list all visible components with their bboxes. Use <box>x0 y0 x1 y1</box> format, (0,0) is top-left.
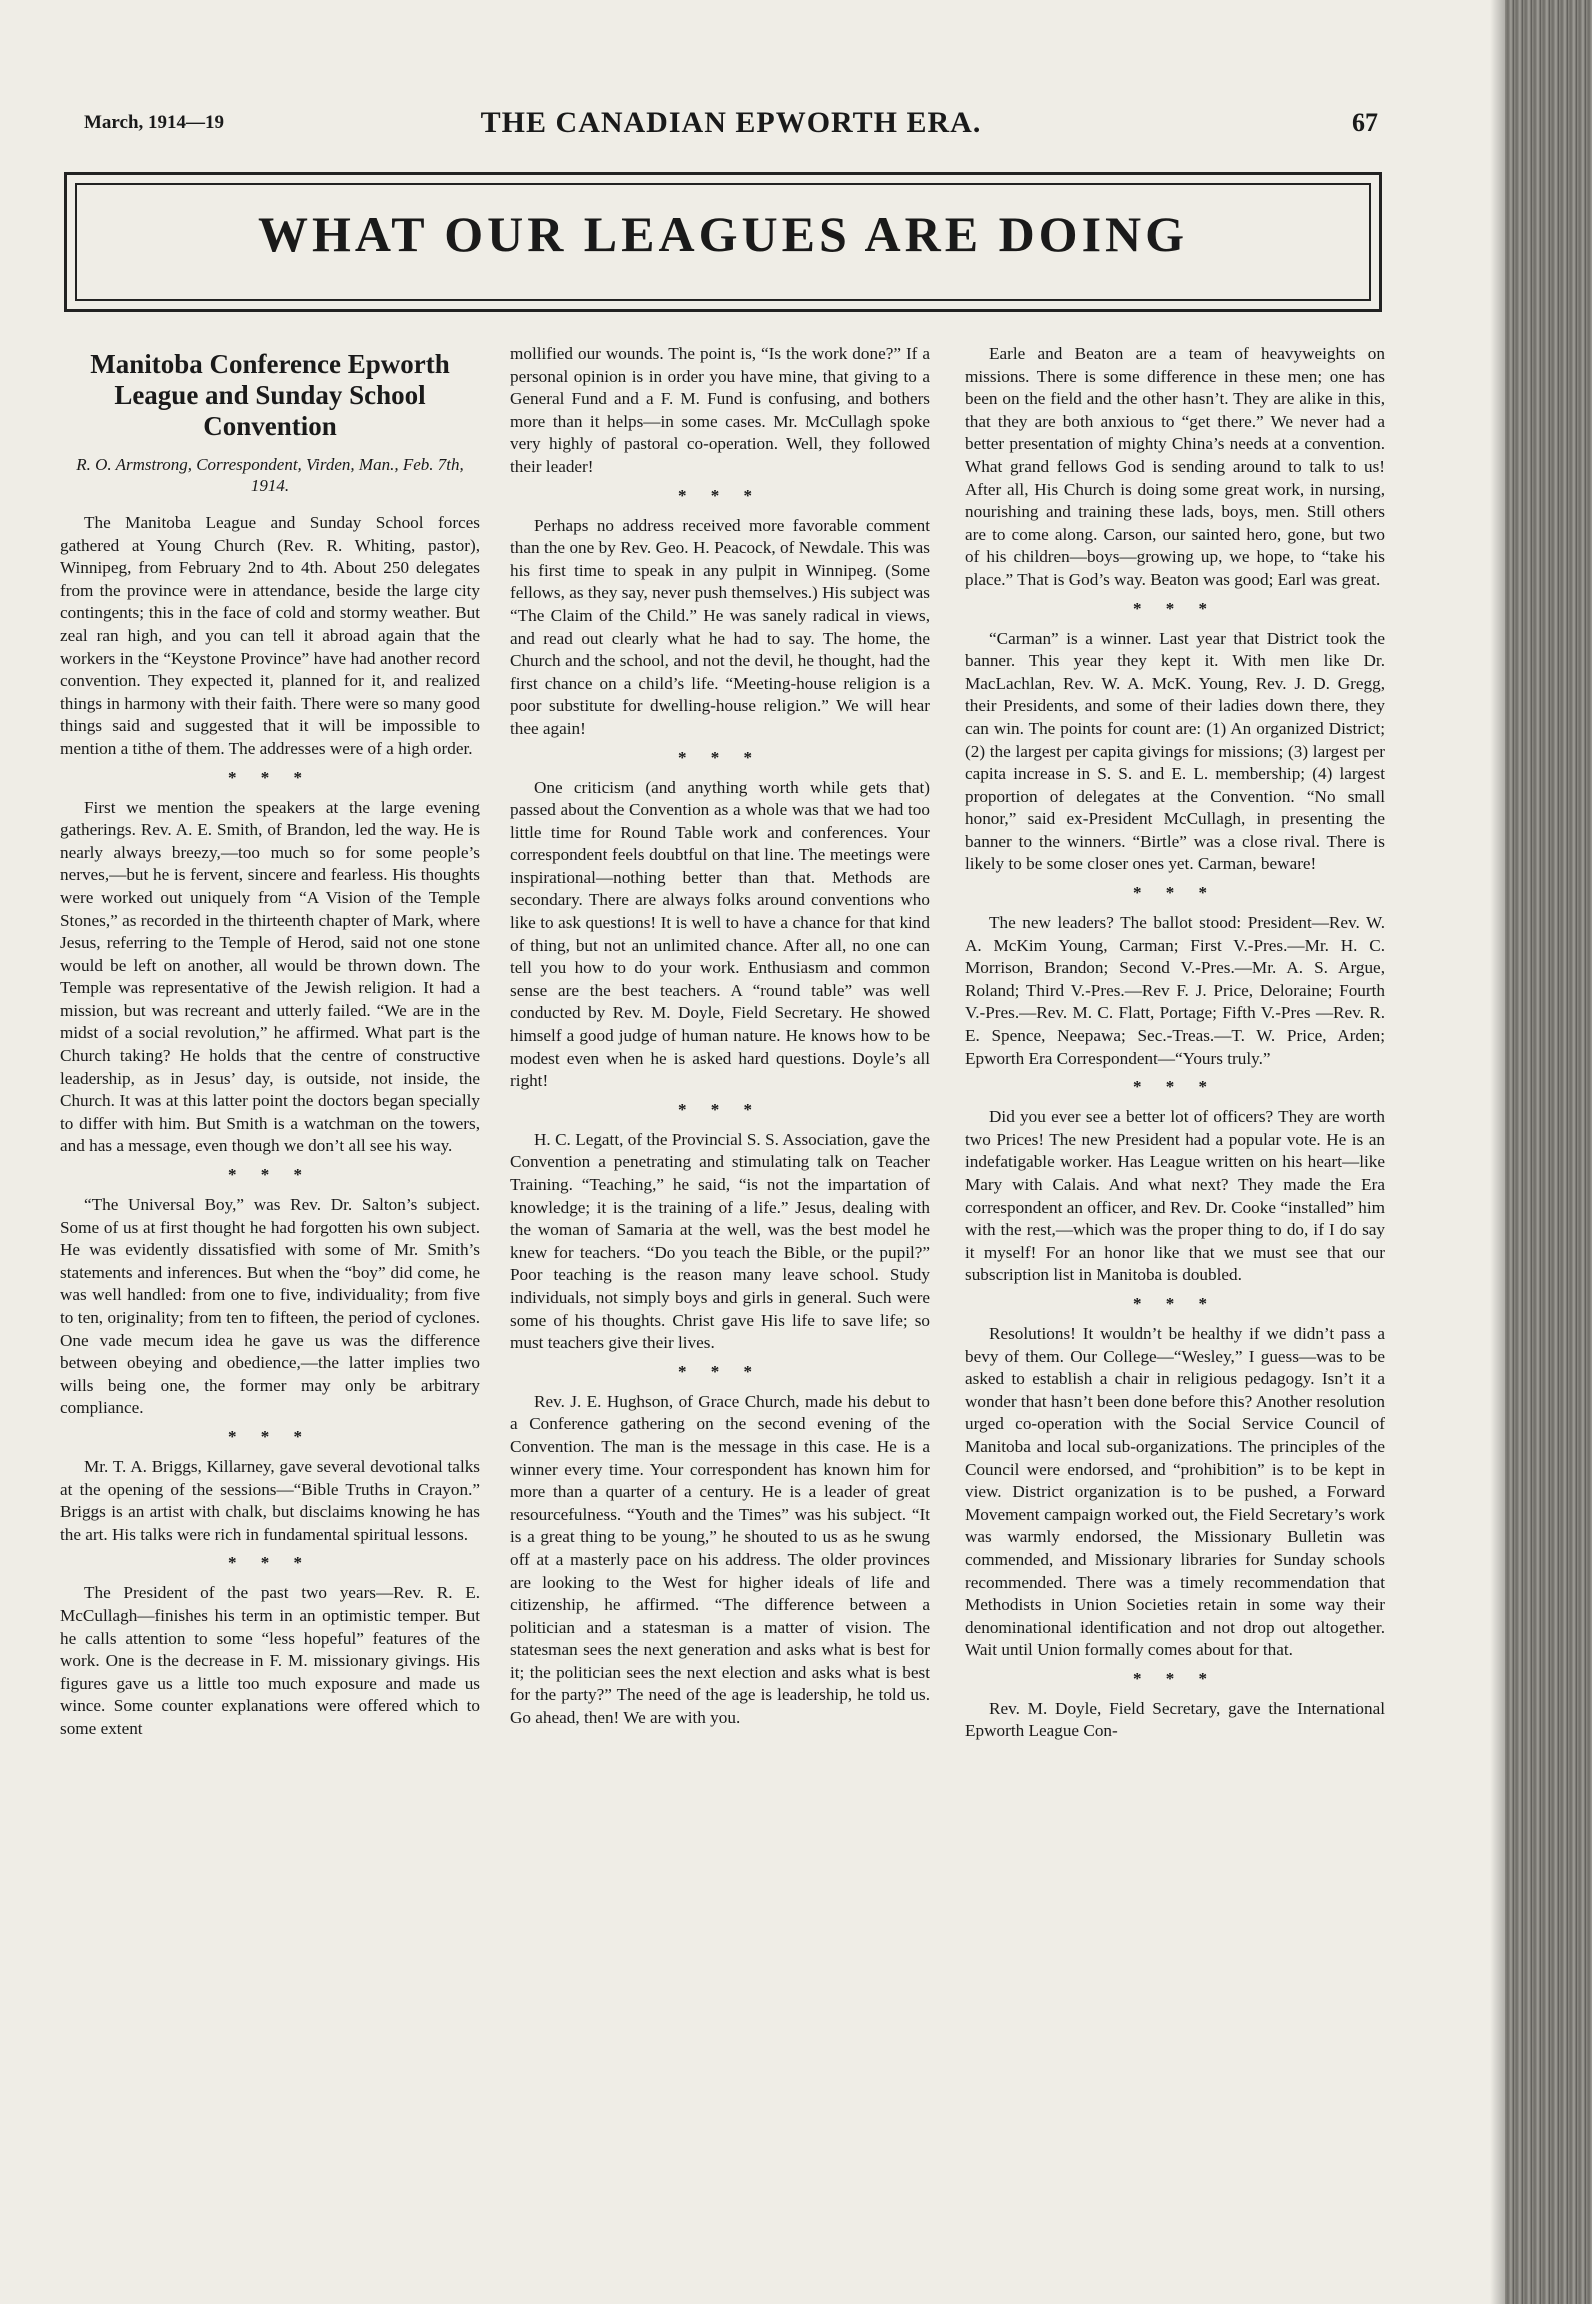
column-3 <box>965 343 1385 2193</box>
article-paragraph: Rev. J. E. Hughson, of Grace Church, made his debut to a Conference gathering on the second evening of the Convention. The man is the message in this case. He is a winner every time. Your correspondent has known him for more than a quarter of a century. He is a leader of great resourcefulness. “Youth and the Times” was his subject. “It is a great thing to be young,” he shouted to us as he swung off at a masterly pace on his address. The older provinces are looking to the West for higher ideals of life and citizenship, he affirmed. “The difference between a politician and a statesman is a matter of vision. The statesman sees the next generation and asks what is best for it; the politician sees the next election and asks what is best for the party?” The need of the age is leadership, he told us. Go ahead, then! We are with you. <box>510 1391 930 1728</box>
article-paragraph: The Manitoba League and Sunday School forces gathered at Young Church (Rev. R. Whiting, pastor), Winnipeg, from February 2nd to 4th. About 250 delegates from the province were in attendance, beside the large city contingents; this in the face of cold and stormy weather. But zeal ran high, and you can tell it abroad again that the workers in the “Keystone Province” have had another record convention. They expected it, planned for it, and realized things in harmony with their faith. There were so many good things said and suggested that it will be impossible to mention a tithe of them. The addresses were of a high order. <box>60 513 480 758</box>
article-paragraph: H. C. Legatt, of the Provincial S. S. Association, gave the Convention a penetrating and stimulating talk on Teacher Training. “Teaching,” he said, “is not the impartation of knowledge; it is the training of a life.” Jesus, dealing with the woman of Samaria at the well, was the best model he knew for teachers. “Do you teach the Bible, or the pupil?” Poor teaching is the reason many leave school. Study individuals, not simply boys and girls in general. Such were some of his thoughts. Christ gave His life to save life; so must teachers give their lives. <box>510 1129 930 1353</box>
article-paragraph: The President of the past two years—Rev. R. E. McCullagh—finishes his term in an optimistic temper. But he calls attention to some “less hopeful” features of the work. One is the decrease in F. M. missionary givings. His figures gave us a little too much exposure and made us wince. Some counter explanations were offered which to some extent <box>60 1583 480 1738</box>
section-separator: * * * <box>1133 1668 1217 1688</box>
article-paragraph: “Carman” is a winner. Last year that District took the banner. This year they kept it. With men like Dr. MacLachlan, Rev. W. A. McK. Young, Rev. J. D. Gregg, their Presidents, and some of their ladies down there, they can win. The points for count are: (1) An organized District; (2) the largest per capita givings for missions; (3) largest per capita increase in S. S. and E. L. membership; (4) largest proportion of delegates at the Convention. “No small honor,” said ex-President McCullagh, in presenting the banner to the winners. “Birtle” was a close rival. There is likely to be some closer ones yet. Carman, beware! <box>965 628 1385 874</box>
article-paragraph: mollified our wounds. The point is, “Is the work done?” If a personal opinion is in order you have mine, that giving to a General Fund and a F. M. Fund is confusing, and bothers more than it helps—in some cases. Mr. McCullagh spoke very highly of pastoral co-operation. Well, they followed their leader! <box>510 344 930 476</box>
section-separator: * * * <box>678 1099 762 1119</box>
article-title: Manitoba Conference Epworth League and Sunday School Convention <box>90 349 450 441</box>
section-separator: * * * <box>1133 1077 1217 1097</box>
article-paragraph: First we mention the speakers at the large evening gatherings. Rev. A. E. Smith, of Brandon, led the way. He is nearly always breezy,—too much so for some people’s nerves,—but he is fervent, sincere and fearless. His thoughts were worked out uniquely from “A Vision of the Temple Stones,” as recorded in the thirteenth chapter of Mark, where Jesus, referring to the Temple of Herod, said not one stone would be left on another, all would be thrown down. The Temple was representative of the Jewish religion. It had a mission, but was recreant and utterly failed. “We are in the midst of a social revolution,” he affirmed. What part is the Church taking? He holds that the centre of constructive leadership, as in Jesus’ day, is outside, not inside, the Church. It was at this latter point the doctors began specially to differ with him. But Smith is a watchman on the towers, and has a message, even though we don’t all see his way. <box>60 797 480 1156</box>
column-1 <box>60 345 480 2195</box>
page-number: 67 <box>1352 108 1378 137</box>
article-paragraph: Rev. M. Doyle, Field Secretary, gave the International Epworth League Con- <box>965 1698 1385 1741</box>
article-byline: R. O. Armstrong, Correspondent, Virden, Man., Feb. 7th, 1914. <box>76 455 464 495</box>
article-paragraph: Mr. T. A. Briggs, Killarney, gave several devotional talks at the opening of the sessions—“Bible Truths in Crayon.” Briggs is an artist with chalk, but disclaims knowing he has the art. His talks were rich in fundamental spiritual lessons. <box>60 1456 480 1544</box>
issue-date: March, 1914—19 <box>84 112 225 133</box>
section-separator: * * * <box>228 1426 312 1446</box>
section-separator: * * * <box>678 485 762 505</box>
article-paragraph: Perhaps no address received more favorable comment than the one by Rev. Geo. H. Peacock, of Newdale. This was his first time to speak in any pulpit in Winnipeg. (Some fellows, as they say, never push themselves.) His subject was “The Claim of the Child.” He was sanely radical in views, and read out clearly what he had to say. The home, the Church and the school, and not the devil, he thought, had the first chance on a child’s life. “Meeting-house religion is a poor substitute for dwelling-house religion.” We will hear thee again! <box>510 515 930 738</box>
column-2 <box>510 343 930 2193</box>
article-paragraph: Did you ever see a better lot of officers? They are worth two Prices! The new President had a popular vote. He is an indefatigable worker. Has League written on his heart—like Mary with Calais. And what next? They made the Era correspondent an officer, and Rev. Dr. Cooke “installed” him with the rest,—which was the proper thing to do, if I do say it myself! For an honor like that we must see that our subscription list in Manitoba is doubled. <box>965 1107 1385 1285</box>
article-paragraph: The new leaders? The ballot stood: President—Rev. W. A. McKim Young, Carman; First V.-Pres.—Mr. H. C. Morrison, Brandon; Second V.-Pres.—Mr. A. S. Argue, Roland; Third V.-Pres.—Rev F. J. Price, Deloraine; Fourth V.-Pres.—Rev. M. C. Flatt, Portage; Fifth V.-Pres —Rev. R. E. Spence, Neepawa; Sec.-Treas.—T. W. Price, Arden; Epworth Era Correspondent—“Yours truly.” <box>965 913 1385 1068</box>
article-paragraph: “The Universal Boy,” was Rev. Dr. Salton’s subject. Some of us at first thought he had forgotten his own subject. He was evidently dissatisfied with some of Mr. Smith’s statements and inferences. But when the “boy” did come, he was well handled: from one to five, individuality; from five to ten, originality; from ten to fifteen, the period of cyclones. One vade mecum idea he gave us was the difference between obeying and obedience,—the latter implies two wills being one, the former may only be arbitrary compliance. <box>60 1195 480 1418</box>
section-banner <box>64 172 1382 312</box>
book-page-edges <box>1505 0 1592 2304</box>
running-head <box>84 106 1378 146</box>
section-separator: * * * <box>228 767 312 787</box>
article-paragraph: Earle and Beaton are a team of heavyweights on missions. There is some difference in these men; one has been on the field and the other hasn’t. They are alike in this, that they are both anxious to “get there.” We never had a better presentation of mighty China’s needs at a convention. What grand fellows God is sending around to talk to us! After all, His Church is doing some great work, in nursing, nourishing and training these lads, boys, men. Still others are to come along. Carson, our sainted hero, gone, but two of his children—boys—growing up, we hope, to “take his place.” That is God’s way. Beaton was good; Earl was great. <box>965 344 1385 589</box>
section-separator: * * * <box>678 747 762 767</box>
section-separator: * * * <box>1133 883 1217 903</box>
section-title: WHAT OUR LEAGUES ARE DOING <box>257 206 1189 262</box>
section-separator: * * * <box>1133 598 1217 618</box>
article-paragraph: Resolutions! It wouldn’t be healthy if we didn’t pass a bevy of them. Our College—“Wesley,” I guess—was to be asked to establish a chair in religious pedagogy. Isn’t it a wonder that hasn’t been done before this? Another resolution urged co-operation with the Social Service Council of Manitoba and local sub-organizations. The principles of the Council were endorsed, and “prohibition” is to be kept in view. District organization is to be pushed, a Forward Movement campaign worked out, the Field Secretary’s work was warmly endorsed, the Missionary Bulletin was commended, and Missionary libraries for Sunday schools recommended. There was a timely recommendation that Methodists in Union Societies retain in some way their denominational identification and not drop out altogether. Wait until Union formally comes about for that. <box>965 1323 1385 1660</box>
section-separator: * * * <box>228 1165 312 1185</box>
section-separator: * * * <box>678 1361 762 1381</box>
section-separator: * * * <box>228 1553 312 1573</box>
article-paragraph: One criticism (and anything worth while gets that) passed about the Convention as a whole was that we had too little time for Round Table work and conferences. Your correspondent feels doubtful on that line. The meetings were inspirational—nothing better than that. Methods are secondary. There are always folks around conventions who like to ask questions! It is well to have a chance for that kind of thing, but not an unlimited chance. After all, no one can tell you how to do your work. Enthusiasm and common sense are the best teachers. A “round table” was well conducted by Rev. M. Doyle, Field Secretary. He showed himself a good judge of human nature. He knows how to be modest even when he is asked hard questions. Doyle’s all right! <box>510 777 930 1091</box>
section-separator: * * * <box>1133 1293 1217 1313</box>
journal-title: THE CANADIAN EPWORTH ERA. <box>480 106 982 139</box>
